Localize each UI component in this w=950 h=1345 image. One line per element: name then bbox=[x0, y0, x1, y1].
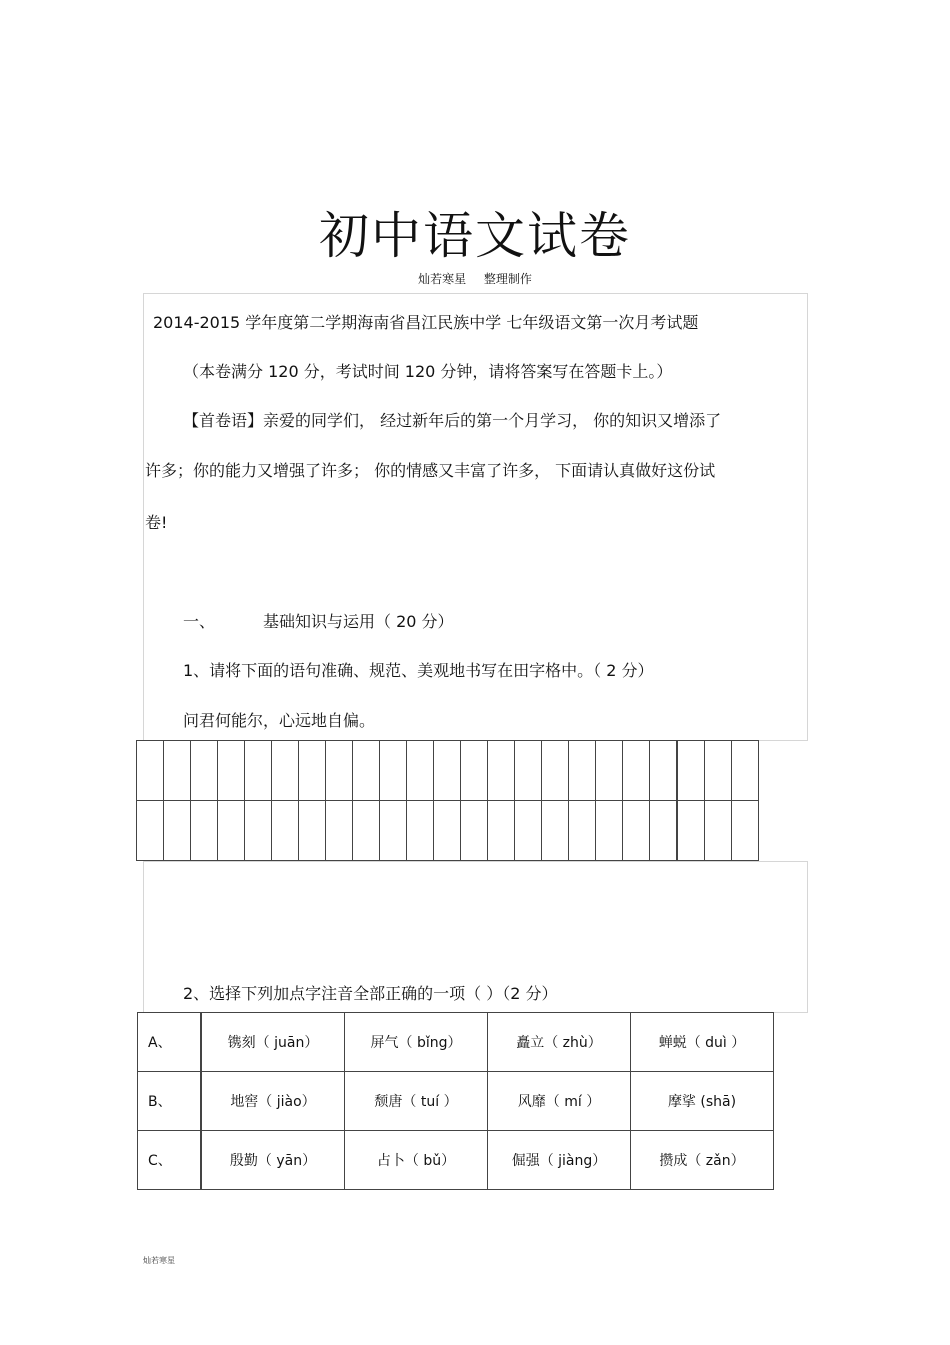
grid-cell[interactable] bbox=[595, 740, 623, 801]
grid-cell[interactable] bbox=[568, 740, 596, 801]
option-cell: 殷勤（ yān） bbox=[201, 1131, 345, 1190]
grid-cell[interactable] bbox=[568, 800, 596, 861]
section-number: 一、 bbox=[183, 612, 216, 631]
copy-sentence: 问君何能尔，心远地自偏。 bbox=[183, 711, 376, 730]
options-table bbox=[137, 1012, 774, 1190]
grid-cell[interactable] bbox=[460, 800, 488, 861]
writing-grid-row[interactable] bbox=[137, 741, 759, 801]
grid-cell[interactable] bbox=[298, 800, 326, 861]
preface-line: 【首卷语】亲爱的同学们， 经过新年后的第一个月学习， 你的知识又增添了 bbox=[183, 411, 722, 430]
grid-cell[interactable] bbox=[190, 800, 218, 861]
grid-cell[interactable] bbox=[136, 800, 164, 861]
option-label: A、 bbox=[138, 1013, 202, 1072]
author-credit: 灿若寒星 整理制作 bbox=[418, 272, 532, 286]
grid-cell[interactable] bbox=[731, 800, 759, 861]
grid-cell[interactable] bbox=[190, 740, 218, 801]
option-cell: 摩挲 (shā) bbox=[631, 1072, 774, 1131]
grid-cell[interactable] bbox=[136, 740, 164, 801]
grid-cell[interactable] bbox=[649, 740, 677, 801]
grid-cell[interactable] bbox=[379, 800, 407, 861]
preface-line: 卷! bbox=[145, 513, 168, 532]
grid-cell[interactable] bbox=[271, 800, 299, 861]
grid-cell[interactable] bbox=[325, 800, 353, 861]
question-2: 2、选择下列加点字注音全部正确的一项（ ）（2 分） bbox=[183, 984, 558, 1003]
option-label: B、 bbox=[138, 1072, 202, 1131]
section-title: 基础知识与运用（ 20 分） bbox=[263, 612, 454, 631]
option-cell: 倔强（ jiàng） bbox=[488, 1131, 631, 1190]
grid-cell[interactable] bbox=[244, 740, 272, 801]
grid-cell[interactable] bbox=[704, 740, 732, 801]
grid-cell[interactable] bbox=[406, 740, 434, 801]
grid-cell[interactable] bbox=[217, 740, 245, 801]
grid-cell[interactable] bbox=[541, 740, 569, 801]
preface-line: 许多；你的能力又增强了许多； 你的情感又丰富了许多， 下面请认真做好这份试 bbox=[145, 461, 716, 480]
grid-cell[interactable] bbox=[649, 800, 677, 861]
option-row[interactable] bbox=[138, 1072, 774, 1131]
grid-cell[interactable] bbox=[514, 740, 542, 801]
grid-cell[interactable] bbox=[271, 740, 299, 801]
option-cell: 地窖（ jiào） bbox=[201, 1072, 345, 1131]
grid-cell[interactable] bbox=[487, 800, 515, 861]
option-row[interactable] bbox=[138, 1131, 774, 1190]
option-cell: 攒成（ zǎn） bbox=[631, 1131, 774, 1190]
grid-cell[interactable] bbox=[595, 800, 623, 861]
option-cell: 占卜（ bǔ） bbox=[345, 1131, 488, 1190]
option-row[interactable] bbox=[138, 1013, 774, 1072]
grid-cell[interactable] bbox=[514, 800, 542, 861]
grid-cell[interactable] bbox=[298, 740, 326, 801]
option-cell: 蝉蜕（ duì ） bbox=[631, 1013, 774, 1072]
exam-note: （本卷满分 120 分，考试时间 120 分钟，请将答案写在答题卡上。） bbox=[183, 362, 673, 381]
option-cell: 镌刻（ juān） bbox=[201, 1013, 345, 1072]
grid-cell[interactable] bbox=[731, 740, 759, 801]
option-cell: 颓唐（ tuí ） bbox=[345, 1072, 488, 1131]
grid-cell[interactable] bbox=[163, 740, 191, 801]
grid-cell[interactable] bbox=[163, 800, 191, 861]
grid-cell[interactable] bbox=[622, 740, 650, 801]
grid-cell[interactable] bbox=[487, 740, 515, 801]
grid-cell[interactable] bbox=[325, 740, 353, 801]
question-1: 1、请将下面的语句准确、规范、美观地书写在田字格中。（ 2 分） bbox=[183, 661, 654, 680]
grid-cell[interactable] bbox=[352, 800, 380, 861]
option-label: C、 bbox=[138, 1131, 202, 1190]
grid-cell[interactable] bbox=[244, 800, 272, 861]
option-cell: 矗立（ zhù） bbox=[488, 1013, 631, 1072]
grid-cell[interactable] bbox=[704, 800, 732, 861]
grid-cell[interactable] bbox=[433, 740, 461, 801]
exam-title: 2014-2015 学年度第二学期海南省昌江民族中学 七年级语文第一次月考试题 bbox=[153, 313, 699, 332]
grid-cell[interactable] bbox=[352, 740, 380, 801]
option-cell: 屏气（ bǐng） bbox=[345, 1013, 488, 1072]
grid-cell[interactable] bbox=[676, 740, 705, 801]
page-title: 初中语文试卷 bbox=[319, 207, 631, 265]
grid-cell[interactable] bbox=[676, 800, 705, 861]
grid-cell[interactable] bbox=[460, 740, 488, 801]
grid-cell[interactable] bbox=[541, 800, 569, 861]
page-footer: 灿若寒星 bbox=[143, 1256, 175, 1265]
option-cell: 风靡（ mí ） bbox=[488, 1072, 631, 1131]
grid-cell[interactable] bbox=[622, 800, 650, 861]
writing-grid-row[interactable] bbox=[137, 801, 759, 861]
grid-cell[interactable] bbox=[433, 800, 461, 861]
grid-cell[interactable] bbox=[217, 800, 245, 861]
grid-cell[interactable] bbox=[406, 800, 434, 861]
grid-cell[interactable] bbox=[379, 740, 407, 801]
